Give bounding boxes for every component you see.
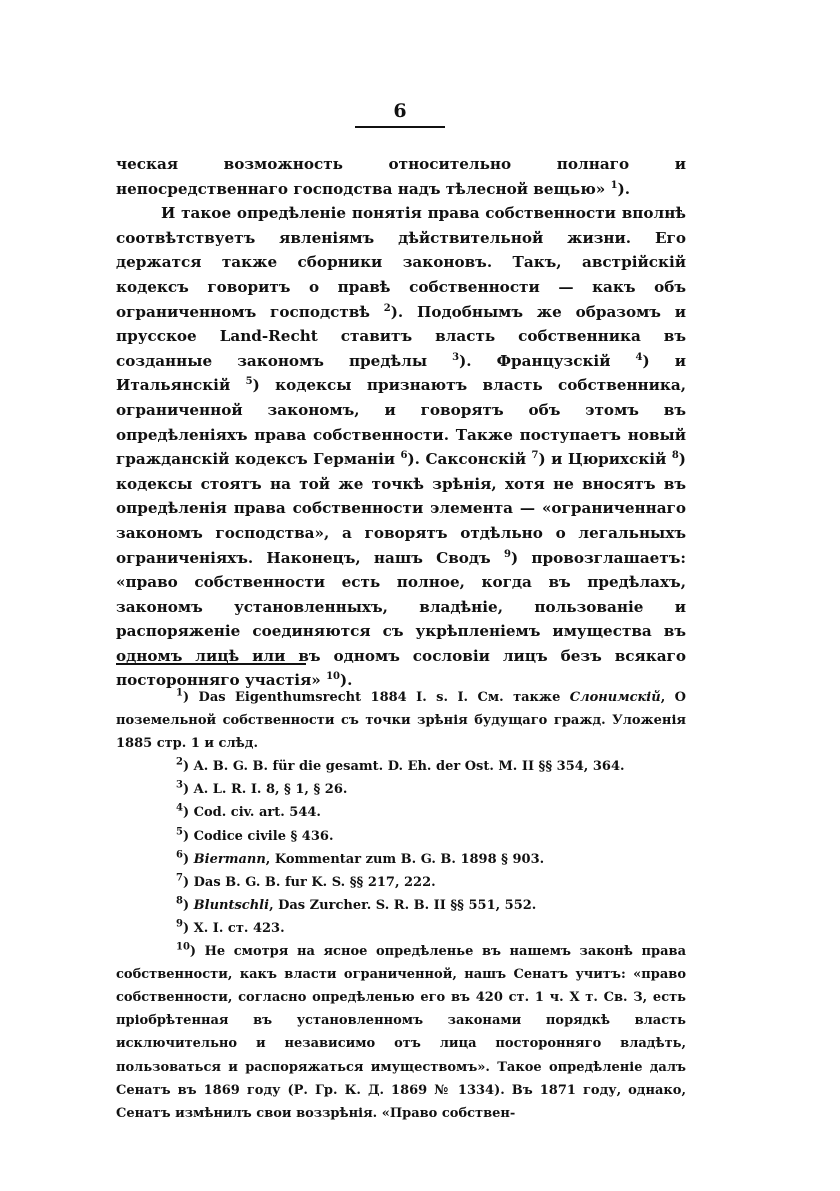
footnote-7: $^7$) Das B. G. B. fur K. S. §§ 217, 222. (176, 872, 436, 890)
footnote-9: $^9$) X. I. ст. 423. (176, 918, 285, 936)
footnote-10: $^{10}$) Не смотря на ясное опредѣленье въ нашемъ законѣ права собственности, какъ власти ограниченной, нашъ Сенатъ учитъ: «право собственности, согласно опредѣленью его въ 420 ст. 1 ч. X т. Св. З, есть пріобрѣтенная въ установленномъ законами порядкѣ власть исключительно и независимо отъ лица посторонняго владѣть, пользоваться и распоряжаться имуществомъ». Такое опредѣленіе далъ Сенатъ въ 1869 году (Р. Гр. К. Д. 1869 № 1334). Въ 1871 году, однако, Сенатъ измѣнилъ свои воззрѣнія. «Право собствен- (116, 941, 686, 1121)
paragraph-definition: И такое опредѣленіе понятія права собственности вполнѣ соотвѣтствуетъ явленіямъ дѣйствительной жизни. Его держатся также сборники законовъ. Такъ, австрійскій кодексъ говоритъ о правѣ собственности — какъ объ ограниченномъ господствѣ $^2$). Подобнымъ же образомъ и прусское Land-Recht ставитъ власть собственника въ созданные закономъ предѣлы $^3$). Французскій $^4$) и Итальянскій $^5$) кодексы признаютъ власть собственника, ограниченной закономъ, и говорятъ объ этомъ въ опредѣленіяхъ права собственности. Также поступаетъ новый гражданскій кодексъ Германіи $^6$). Саксонскій $^7$) и Цюрихскій $^8$) кодексы стоятъ на той же точкѣ зрѣнія, хотя не вносятъ въ опредѣленія права собственности элемента — «ограниченнаго закономъ господства», а говорятъ отдѣльно о легальныхъ ограниченіяхъ. Наконецъ, нашъ Сводъ $^9$) провозглашаетъ: «право собственности есть полное, когда въ предѣлахъ, закономъ установленныхъ, владѣніе, пользованіе и распоряженіе соединяются съ укрѣпленіемъ имущества въ одномъ лицѣ или въ одномъ сословіи лицъ безъ всякаго посторонняго участія» $^{10}$). (116, 204, 686, 690)
footnote-ref: 8 (671, 450, 679, 462)
paragraph-continuation: ческая возможность относительно полнаго и непосредственнаго господства надъ тѣлесной вещью» $^1$). (116, 155, 686, 198)
footnote-1: $^1$) Das Eigenthumsrecht 1884 I. s. I. См. также Слонимскій, О поземельной собственности съ точки зрѣнія будущаго гражд. Уложенія 1885 стр. 1 и слѣд. (116, 687, 686, 752)
footnote-8: $^8$) Bluntschli, Das Zurcher. S. R. B. II §§ 551, 552. (176, 895, 537, 913)
footnote-2: $^2$) A. B. G. B. für die gesamt. D. Eh. der Ost. M. II §§ 354, 364. (176, 756, 625, 775)
footnote-ref: 9 (503, 548, 511, 560)
footnote-ref: 5 (245, 376, 253, 388)
footnote-ref: 2 (383, 302, 391, 314)
main-text (116, 152, 686, 693)
footnote-ref: 6 (400, 450, 408, 462)
footnotes (116, 686, 686, 1125)
footnote-3: $^3$) A. L. R. I. 8, § 1, § 26. (176, 780, 348, 798)
footnote-ref: 1 (610, 179, 618, 191)
footnote-ref: 4 (635, 351, 643, 363)
footnote-5: $^5$) Codice civile § 436. (176, 826, 334, 844)
footnote-ref: 7 (531, 450, 539, 462)
footnote-6: $^6$) Biermann, Kommentar zum B. G. B. 1898 § 903. (176, 849, 545, 867)
footnote-ref: 3 (452, 351, 460, 363)
footnote-divider (116, 663, 306, 665)
footnote-4: $^4$) Cod. civ. art. 544. (176, 803, 321, 821)
page-number: 6 (355, 100, 445, 128)
footnote-ref: 10 (326, 671, 340, 683)
